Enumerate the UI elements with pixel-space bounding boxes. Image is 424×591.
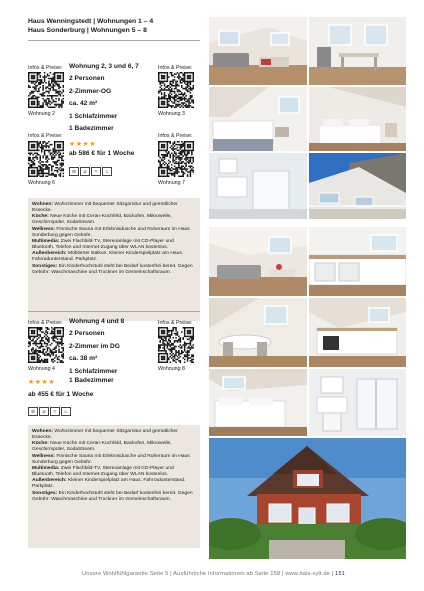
qr-code[interactable] [28,141,64,177]
header-divider [28,40,200,41]
photo-house-sonderburg [209,438,406,559]
photo-kitchen [309,227,406,296]
qr-code[interactable] [158,72,194,108]
apartment-label: Wohnung 7 [158,180,185,186]
description-paragraph [32,239,174,250]
price: ab 455 € für 1 Woche [28,391,94,398]
rating-stars: ★★★★ [69,141,97,148]
description-box [28,198,200,321]
room-type: 2-Zimmer im DG [69,342,120,350]
qr-code[interactable] [28,72,64,108]
info-label: Infos & Preise: [28,320,63,326]
description-text: Neue Küche mit Ceran-Kochfeld, Backofen, Mikrowelle, Geschirrspüler, SodaStream. [32,214,172,226]
description-key: Wellness: [32,453,55,459]
description-paragraph [32,441,172,452]
description-key: Multimedia: [32,238,60,244]
description-paragraph [32,264,193,275]
sauna-icon: ♨ [102,167,112,176]
description-text: Ein Kinderhochstuhl steht bei Bedarf kostenfrei bereit. Gegen Gebühr: Waschmaschine und Trockner im Gemeinschaftsraum. [32,490,193,502]
persons: 2 Personen [69,75,105,83]
description-paragraph [32,478,185,489]
description-text: Kleiner Kinderspielplatz am Haus. Fahrradunterstand. Parkplatz. [32,478,186,490]
page-header [28,17,153,35]
bedrooms: 1 Schlafzimmer [69,112,118,120]
persons: 2 Personen [69,330,105,338]
apartment-label: Wohnung 4 [28,366,55,372]
photo-kitchen-2 [309,298,406,367]
apartment-label: Wohnung 2 [28,111,55,117]
description-paragraph [32,251,183,262]
price: ab 586 € für 1 Woche [69,150,135,157]
bathrooms: 1 Badezimmer [69,377,114,384]
description-paragraph [32,491,193,502]
wifi-icon: ≈ [91,167,101,176]
description-key: Außenbereich: [32,478,67,484]
photo-living-room [209,17,307,85]
description-key: Sonstiges: [32,263,58,269]
info-label: Infos & Preise: [28,65,63,71]
description-key: Küche: [32,214,49,220]
apartment-details [69,61,139,135]
description-paragraph [32,466,174,477]
room-type: 2-Zimmer-OG [69,87,112,95]
description-text: Wohnzimmer mit bequemer Sitzgarnitur und gemütlicher Essecke. [32,202,178,214]
description-text: Finnische Sauna mit Erlebnisdusche und Ruheraum im Haus Sonderburg gegen Gebühr. [32,226,190,238]
apartment-title: Wohnung 2, 3 und 6, 7 [69,63,139,70]
qr-code[interactable] [28,327,64,363]
description-key: Küche: [32,441,49,447]
description-text: Ein Kinderhochstuhl steht bei Bedarf kostenfrei bereit. Gegen Gebühr: Waschmaschine und Trockner im Gemeinschaftsraum. [32,263,193,275]
photo-dining-area [309,17,406,85]
size: ca. 38 m² [69,355,98,363]
header-line-2: Haus Sonderburg | Wohnungen 5 – 8 [28,27,147,34]
description-text: Zwei Flachbild-TV, Stereoanlage mit CD-Player und Bluetooth. Telefon und Internet-Zugang über WLAN kostenlos. [32,465,174,478]
photo-house-exterior [309,153,406,219]
rating-stars: ★★★★ [28,379,56,386]
description-paragraph [32,227,190,238]
qr-code[interactable] [158,141,194,177]
description-paragraph [32,202,178,213]
description-key: Wohnen: [32,429,54,434]
description-text: Finnische Sauna mit Erlebnisdusche und Ruheraum im Haus Sonderburg gegen Gebühr. [32,453,190,465]
bathrooms: 1 Badezimmer [69,124,114,132]
description-key: Wellness: [32,226,55,232]
no-pets-icon: ⊘ [69,167,79,176]
info-label: Infos & Preise: [158,320,193,326]
description-key: Außenbereich: [32,251,67,257]
description-text: Neue Küche mit Ceran-Kochfeld, Backofen, Mikrowelle, Geschirrspüler, SodaStream. [32,441,172,453]
info-label: Infos & Preise: [158,65,193,71]
sauna-icon: ♨ [61,407,71,416]
description-paragraph [32,429,178,440]
no-pets-icon: ⊘ [28,407,38,416]
photo-living-room [209,227,307,296]
photo-bedroom-2 [309,87,406,151]
info-label: Infos & Preise: [28,133,63,139]
no-smoking-icon: ⌀ [80,167,90,176]
description-text: Wohnzimmer mit bequemer Sitzgarnitur und gemütlicher Essecke. [32,429,178,441]
size: ca. 42 m² [69,100,98,108]
page-footer [82,571,345,577]
apartment-title: Wohnung 4 und 8 [69,318,125,325]
description-paragraph [32,214,172,225]
description-text: Möblierter Balkon. Kleiner Kinderspielplatz am Haus. Fahrradunterstand. Parkplatz. [32,251,184,263]
footer-text: Unsere Wohlfühlgarantie Seite 5 | Ausführliche Informationen ab Seite 158 | www.bals-sylt.de | [82,571,334,577]
description-key: Wohnen: [32,202,54,207]
page-number: 151 [335,571,345,577]
bedrooms: 1 Schlafzimmer [69,367,118,375]
apartment-label: Wohnung 8 [158,366,185,372]
photo-bedroom [209,87,307,151]
photo-bathroom-2 [309,369,406,436]
photo-bathroom [209,153,307,219]
amenity-icons [69,167,112,176]
section-divider [28,311,200,312]
info-label: Infos & Preise: [158,133,193,139]
photo-dining-area [209,298,307,367]
description-key: Sonstiges: [32,490,58,496]
no-smoking-icon: ⌀ [39,407,49,416]
apartment-details [69,316,124,378]
description-box [28,425,200,548]
description-paragraph [32,454,190,465]
apartment-label: Wohnung 3 [158,111,185,117]
apartment-label: Wohnung 6 [28,180,55,186]
header-line-1: Haus Wenningstedt | Wohnungen 1 – 4 [28,18,154,25]
wifi-icon: ≈ [50,407,60,416]
description-key: Multimedia: [32,465,60,471]
photo-bedroom [209,369,307,436]
description-text: Zwei Flachbild-TV, Stereoanlage mit CD-Player und Bluetooth. Telefon und Internet-Zugang über WLAN kostenlos. [32,238,174,251]
qr-code[interactable] [158,327,194,363]
amenity-icons [28,407,71,416]
